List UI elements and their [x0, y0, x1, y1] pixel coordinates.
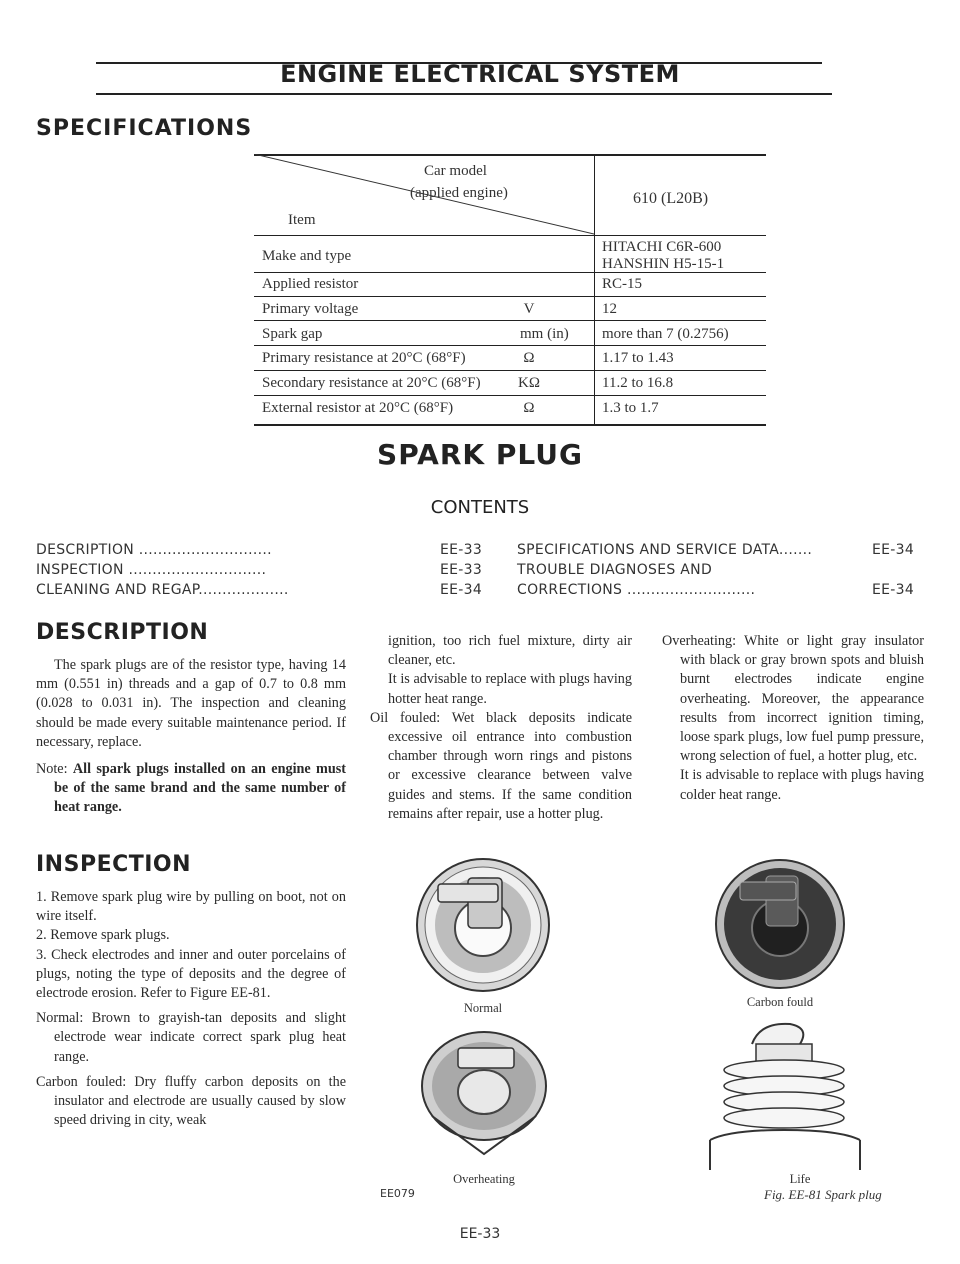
- row-unit: mm (in): [520, 326, 569, 342]
- contents-heading: CONTENTS: [430, 497, 530, 518]
- note-label: Note:: [36, 761, 68, 778]
- note-text: All spark plugs installed on an engine must be of the same brand and the same number of heat range.: [54, 761, 346, 816]
- spark-plug-heading: SPARK PLUG: [377, 438, 583, 471]
- figure-code: EE079: [380, 1187, 415, 1200]
- row-item: Applied resistor: [262, 276, 359, 292]
- table-rule-header: [254, 235, 766, 236]
- middle-text: [370, 632, 632, 830]
- oil-fouled: Oil fouled: Wet black deposits indicate excessive oil entrance into combustion chamber through worn rings and pistons or excessive clearance between valve guides and stems. If the same condition remains after repair, use a hotter plug.: [370, 709, 632, 822]
- row-rule: [254, 296, 766, 297]
- header-rule-bottom: [96, 93, 832, 95]
- row-value: 1.3 to 1.7: [602, 400, 659, 416]
- figure-caption: Fig. EE-81 Spark plug: [764, 1187, 882, 1202]
- table-model: 610 (L20B): [633, 190, 709, 207]
- carbon-fouled-caption: Carbon fould: [746, 995, 814, 1009]
- inspection-heading: INSPECTION: [36, 852, 192, 877]
- overheating-advice: It is advisable to replace with plugs having colder heat range.: [680, 767, 924, 803]
- normal-plug-illustration: [414, 856, 552, 994]
- toc-page: EE-34: [872, 582, 915, 598]
- row-value: HITACHI C6R-600: [602, 239, 722, 255]
- toc-entry: INSPECTION .............................: [36, 562, 267, 578]
- row-item: Primary voltage: [262, 301, 359, 317]
- row-value: 1.17 to 1.43: [602, 350, 674, 366]
- page-number: EE-33: [459, 1226, 501, 1242]
- inspection-normal: Normal: Brown to grayish-tan deposits and slight electrode wear indicate correct spark plug heat range.: [36, 1010, 346, 1065]
- row-value: 12: [602, 301, 617, 317]
- row-unit: KΩ: [518, 375, 540, 391]
- row-value-2: HANSHIN H5-15-1: [602, 256, 725, 272]
- carbon-continued: ignition, too rich fuel mixture, dirty air cleaner, etc.: [388, 633, 632, 669]
- row-value: more than 7 (0.2756): [602, 326, 729, 342]
- toc-entry: CORRECTIONS ...........................: [517, 582, 756, 598]
- row-item: External resistor at 20°C (68°F): [262, 400, 454, 416]
- row-rule: [254, 370, 766, 371]
- table-corner-car-model: Car model: [424, 163, 487, 179]
- toc-entry: CLEANING AND REGAP...................: [36, 582, 289, 598]
- carbon-fouled-plug-illustration: [710, 856, 850, 992]
- overheating-text: Overheating: White or light gray insulator with black or gray brown spots and bluish burnt electrodes indicate engine overheating. Moreover, the appearance results from incorrect ignition timing, loose spark plugs, low fuel pump pressure, wrong selection of fuel, a hotter plug, etc.: [662, 633, 924, 765]
- toc-entry: TROUBLE DIAGNOSES AND: [517, 562, 713, 578]
- toc-page: EE-34: [872, 542, 915, 558]
- table-rule-bottom: [254, 424, 766, 426]
- row-unit: Ω: [523, 350, 535, 366]
- worn-plug-illustration: [690, 1014, 880, 1170]
- description-body: The spark plugs are of the resistor type, having 14 mm (0.551 in) threads and a gap of 0.7 to 0.8 mm (0.028 to 0.031 in). The inspection and cleaning should be made every suitable maintenance period. If necessary, replace.: [36, 657, 346, 750]
- row-rule: [254, 272, 766, 273]
- row-unit: Ω: [523, 400, 535, 416]
- inspection-step: 3. Check electrodes and inner and outer porcelains of plugs, noting the type of deposits and the degree of electrode erosion. Refer to Figure EE-81.: [36, 946, 346, 1002]
- table-corner-item: Item: [288, 212, 316, 228]
- row-item: Make and type: [262, 248, 352, 264]
- description-heading: DESCRIPTION: [36, 620, 209, 645]
- row-unit: V: [523, 301, 535, 317]
- toc-entry: SPECIFICATIONS AND SERVICE DATA.......: [517, 542, 813, 558]
- table-col-divider: [594, 154, 595, 426]
- normal-caption: Normal: [463, 1001, 503, 1015]
- inspection-text: [36, 888, 346, 1136]
- table-corner-engine: (applied engine): [410, 185, 508, 201]
- toc-page: EE-34: [440, 582, 483, 598]
- row-value: 11.2 to 16.8: [602, 375, 674, 391]
- row-item: Secondary resistance at 20°C (68°F): [262, 375, 481, 391]
- overheating-caption: Overheating: [453, 1172, 515, 1186]
- header-title: ENGINE ELECTRICAL SYSTEM: [280, 60, 680, 88]
- toc-page: EE-33: [440, 542, 483, 558]
- carbon-advice: It is advisable to replace with plugs having hotter heat range.: [388, 671, 632, 707]
- row-rule: [254, 320, 766, 321]
- life-caption: Life: [789, 1172, 811, 1186]
- overheating-plug-illustration: [418, 1026, 550, 1156]
- inspection-carbon: Carbon fouled: Dry fluffy carbon deposits on the insulator and electrode are usually caused by slow speed driving in city, weak: [36, 1073, 346, 1129]
- toc-page: EE-33: [440, 562, 483, 578]
- inspection-step: 1. Remove spark plug wire by pulling on boot, not on wire itself.: [36, 889, 346, 925]
- description-text: [36, 656, 346, 824]
- inspection-step: 2. Remove spark plugs.: [36, 927, 170, 944]
- row-rule: [254, 395, 766, 396]
- row-item: Primary resistance at 20°C (68°F): [262, 350, 466, 366]
- row-item: Spark gap: [262, 326, 323, 342]
- description-note: [36, 760, 346, 818]
- toc-entry: DESCRIPTION ............................: [36, 542, 272, 558]
- right-text: [662, 632, 924, 805]
- row-value: RC-15: [602, 276, 643, 292]
- row-rule: [254, 345, 766, 346]
- specifications-heading: SPECIFICATIONS: [36, 116, 253, 141]
